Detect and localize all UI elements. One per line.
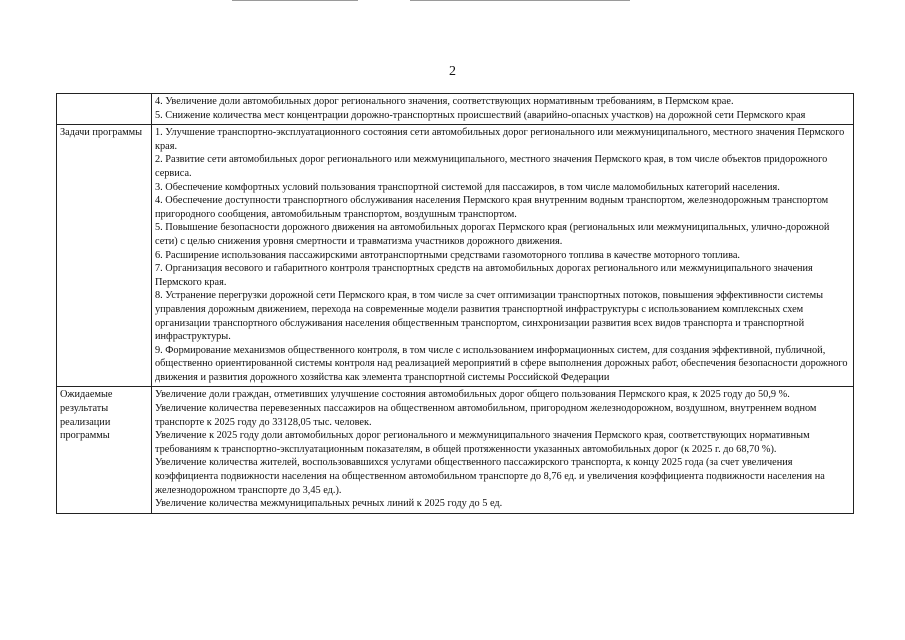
list-item: 1. Улучшение транспортно-эксплуатационного состояния сети автомобильных дорог регионального или межмуниципального, местного значения Пермского края. [155,127,845,152]
table-row-tasks [57,125,854,387]
list-item: 2. Развитие сети автомобильных дорог регионального или межмуниципального, местного значения Пермского края, в том числе объектов придорожного сервиса. [155,154,828,179]
row-label [57,94,152,125]
list-item: 5. Снижение количества мест концентрации дорожно-транспортных происшествий (аварийно-опасных участков) на дорожной сети Пермского края [155,109,806,121]
list-item: 8. Устранение перегрузки дорожной сети Пермского края, в том числе за счет оптимизации транспортных потоков, повышения эффективности системы управления дорожным движением, перехода на современные модели развития транспортной инфраструктуры с использованием комплексных схем организации транспортного обслуживания населения общественным транспортом, синхронизации развития всех видов транспорта и транспортной инфраструктуры. [155,290,824,343]
row-label: Ожидаемые результаты реализации программы [57,387,152,513]
table-row-continuation [57,94,854,125]
scan-artifact-line-right [410,0,630,1]
list-item: 7. Организация весового и габаритного контроля транспортных средств на автомобильных дорогах регионального или межмуниципального значения Пермского края. [155,263,813,288]
list-item: 6. Расширение использования пассажирскими автотранспортными средствами газомоторного топлива в качестве моторного топлива. [155,249,740,261]
list-item: 4. Обеспечение доступности транспортного обслуживания населения Пермского края внутренним водным транспортом, железнодорожным транспортом пригородного сообщения, автомобильным транспортом, воздушным транспортом. [155,195,829,220]
row-label: Задачи программы [57,125,152,387]
program-passport-table [56,93,854,514]
page-number: 2 [449,64,456,79]
list-item: 3. Обеспечение комфортных условий пользования транспортной системой для пассажиров, в том числе маломобильных категорий населения. [155,181,780,193]
list-item: 4. Увеличение доли автомобильных дорог регионального значения, соответствующих нормативным требованиям, в Пермском крае. [155,96,734,107]
list-item: Увеличение к 2025 году доли автомобильных дорог регионального и межмуниципального значения Пермского края, соответствующих нормативным требованиям к транспортно-эксплуатационным показателям, в общей протяженности указанных автомобильных дорог (к 2025 г. до 68,70 %). [155,430,810,455]
list-item: Увеличение количества перевезенных пассажиров на общественном автомобильном, пригородном железнодорожном, воздушном, внутреннем водном транспорте к 2025 году до 33128,05 тыс. человек. [155,403,817,428]
table-row-expected-results [57,387,854,513]
list-item: Увеличение количества жителей, воспользовавшихся услугами общественного пассажирского транспорта, к концу 2025 года (за счет увеличения коэффициента подвижности населения на общественном автомобильном транспорте до 8,76 ед. и увеличения коэффициента подвижности населения на железнодорожном транспорте до 3,45 ед.). [155,457,825,496]
list-item: 9. Формирование механизмов общественного контроля, в том числе с использованием информационных систем, для создания эффективной, публичной, общественно ориентированной системы контроля над реализацией мероприятий в сфере выполнения дорожных работ, обеспечения безопасности дорожного движения и развития дорожного хозяйства как элемента транспортной системы Российской Федерации [155,344,848,383]
list-item: Увеличение доли граждан, отметивших улучшение состояния автомобильных дорог общего пользования Пермского края, к 2025 году до 50,9 %. [155,389,790,401]
scan-artifact-line-left [232,0,358,1]
list-item: 5. Повышение безопасности дорожного движения на автомобильных дорогах Пермского края (региональных или межмуниципальных, улично-дорожной сети) с целью снижения уровня смертности и травматизма участников дорожного движения. [155,222,830,247]
list-item: Увеличение количества межмуниципальных речных линий к 2025 году до 5 ед. [155,498,503,510]
row-content [152,387,854,513]
row-content [152,94,854,125]
row-content [152,125,854,387]
